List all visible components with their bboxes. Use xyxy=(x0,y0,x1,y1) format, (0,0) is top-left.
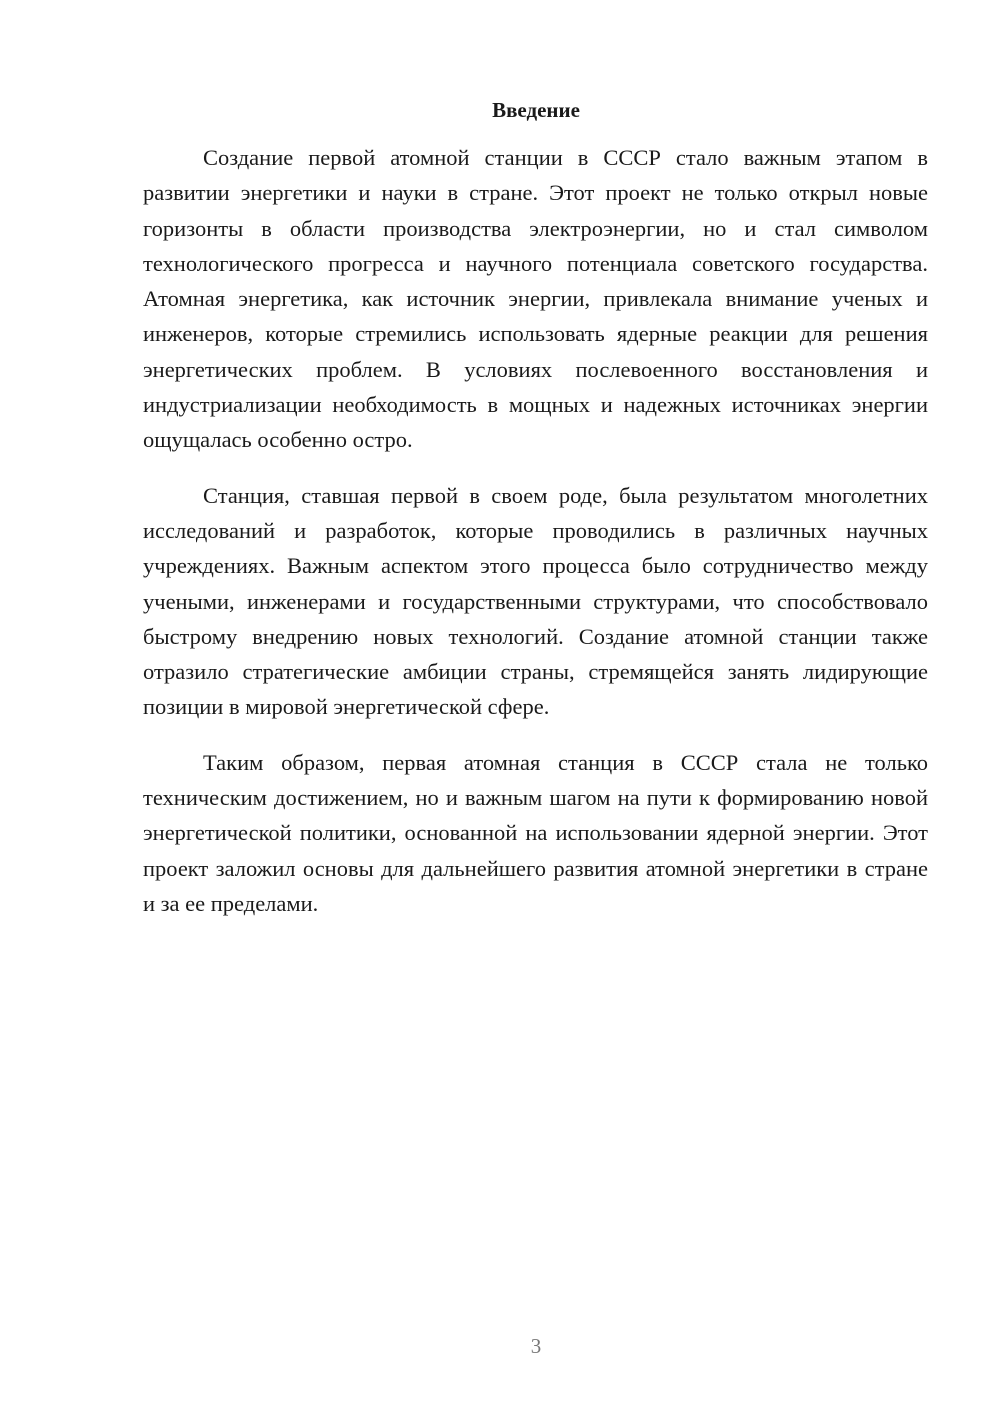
body-text xyxy=(143,140,928,921)
paragraph: Создание первой атомной станции в СССР стало важным этапом в развитии энергетики и науки в стране. Этот проект не только открыл новые горизонты в области производства электроэнергии, но и стал символом технологического прогресса и научного потенциала советского государства. Атомная энергетика, как источник энергии, привлекала внимание ученых и инженеров, которые стремились использовать ядерные реакции для решения энергетических проблем. В условиях послевоенного восстановления и индустриализации необходимость в мощных и надежных источниках энергии ощущалась особенно остро. xyxy=(143,145,928,453)
page-number: 3 xyxy=(530,1334,542,1358)
paragraph: Станция, ставшая первой в своем роде, была результатом многолетних исследований и разработок, которые проводились в различных научных учреждениях. Важным аспектом этого процесса было сотрудничество между учеными, инженерами и государственными структурами, что способствовало быстрому внедрению новых технологий. Создание атомной станции также отразило стратегические амбиции страны, стремящейся занять лидирующие позиции в мировой энергетической сфере. xyxy=(143,482,928,720)
paragraph: Таким образом, первая атомная станция в СССР стала не только техническим достижением, но и важным шагом на пути к формированию новой энергетической политики, основанной на использовании ядерной энергии. Этот проект заложил основы для дальнейшего развития атомной энергетики в стране и за ее пределами. xyxy=(143,749,928,916)
section-heading: Введение xyxy=(492,98,580,122)
